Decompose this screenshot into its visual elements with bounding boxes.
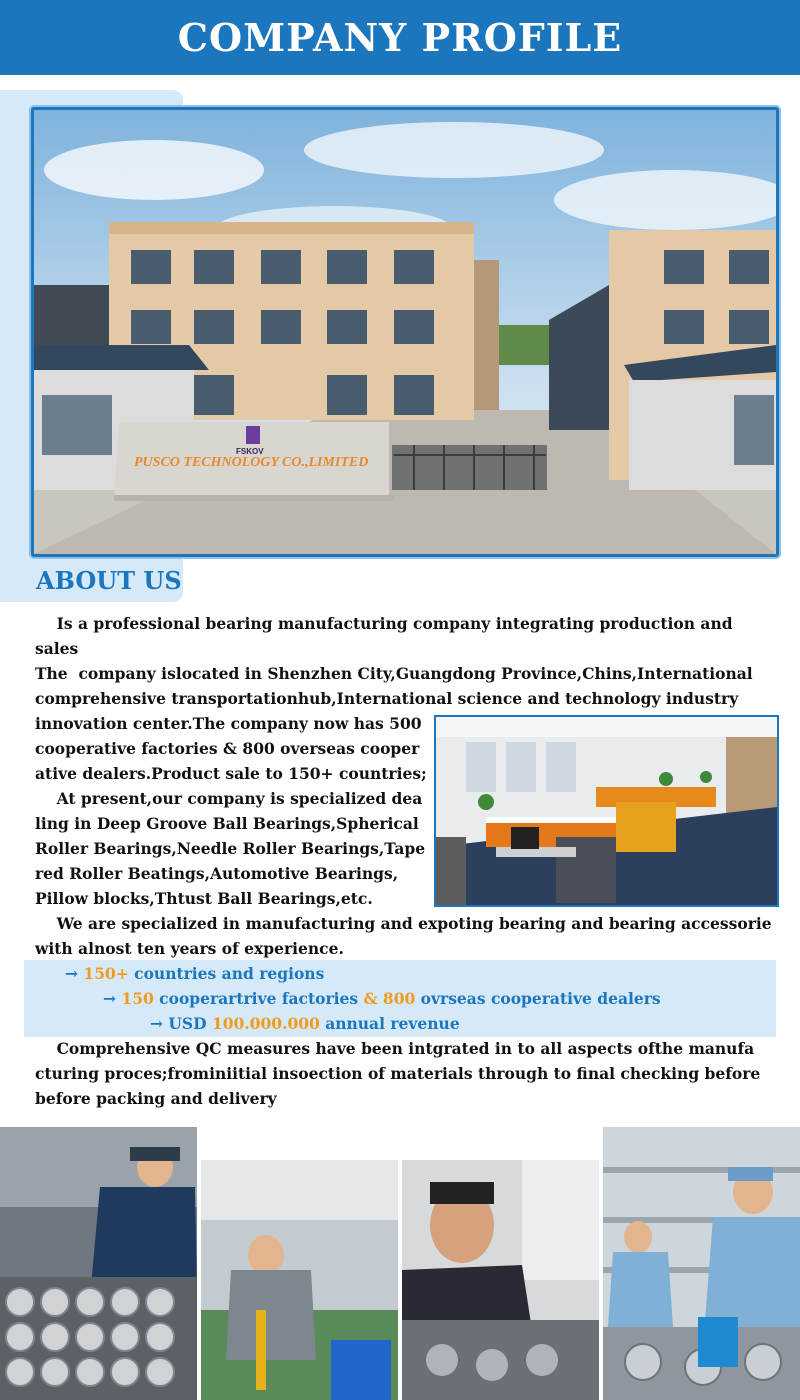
intro-paragraph	[35, 611, 753, 711]
text-line: We are specialized in manufacturing and expoting bearing and bearing accessorie	[35, 914, 772, 933]
highlight-countries	[65, 961, 324, 986]
office-photo	[434, 715, 779, 907]
worker-photo-4	[603, 1127, 800, 1400]
text-line: Roller Bearings,Needle Roller Bearings,Tape	[35, 839, 426, 858]
text-line: cturing proces;frominiitial insoection of materials through to final checking before	[35, 1064, 761, 1083]
about-us-title: ABOUT US	[36, 566, 182, 595]
highlight-factories	[103, 986, 661, 1011]
company-details-paragraph	[35, 711, 427, 911]
page-header	[0, 0, 800, 75]
highlight-text: cooperartrive factories	[153, 989, 364, 1008]
text-line: with alnost ten years of experience.	[35, 939, 344, 958]
text-line: ling in Deep Groove Ball Bearings,Spherical	[35, 814, 419, 833]
highlight-number: 100.000.000	[211, 1014, 320, 1033]
highlight-number: 800	[377, 989, 416, 1008]
text-line: At present,our company is specialized dea	[35, 789, 423, 808]
arrow-icon: →	[150, 1014, 163, 1033]
text-line: Is a professional bearing manufacturing company integrating production and	[35, 614, 733, 633]
logo-text: FSKOV	[236, 447, 264, 456]
text-line: cooperative factories & 800 overseas cooper	[35, 739, 420, 758]
worker-photo-1	[0, 1127, 197, 1400]
text-line: The company islocated in Shenzhen City,Guangdong Province,Chins,International	[35, 664, 753, 683]
qc-paragraph	[35, 1036, 760, 1111]
highlight-revenue	[150, 1011, 460, 1036]
text-line: sales	[35, 639, 79, 658]
experience-paragraph	[35, 911, 772, 961]
highlight-text: annual revenue	[319, 1014, 460, 1033]
text-line: red Roller Beatings,Automotive Bearings,	[35, 864, 399, 883]
text-line: before packing and delivery	[35, 1089, 277, 1108]
worker-photo-3	[402, 1160, 599, 1400]
text-line: ative dealers.Product sale to 150+ countries;	[35, 764, 427, 783]
arrow-icon: →	[65, 964, 78, 983]
company-sign: PUSCO TECHNOLOGY CO.,LIMITED	[134, 455, 369, 470]
worker-photo-2	[201, 1160, 398, 1400]
highlight-number: 150	[121, 989, 154, 1008]
highlight-number: 150+	[83, 964, 129, 983]
text-line: comprehensive transportationhub,International science and technology industry	[35, 689, 739, 708]
highlight-text: countries and regions	[128, 964, 325, 983]
highlight-text: USD	[163, 1014, 212, 1033]
highlight-ampersand: &	[363, 989, 378, 1008]
highlight-text: ovrseas cooperative dealers	[415, 989, 661, 1008]
text-line: innovation center.The company now has 500	[35, 714, 422, 733]
text-line: Pillow blocks,Thtust Ball Bearings,etc.	[35, 889, 373, 908]
arrow-icon: →	[103, 989, 116, 1008]
page-title: COMPANY PROFILE	[177, 15, 623, 60]
factory-photo	[31, 107, 779, 557]
text-line: Comprehensive QC measures have been intgrated in to all aspects ofthe manufa	[35, 1039, 755, 1058]
